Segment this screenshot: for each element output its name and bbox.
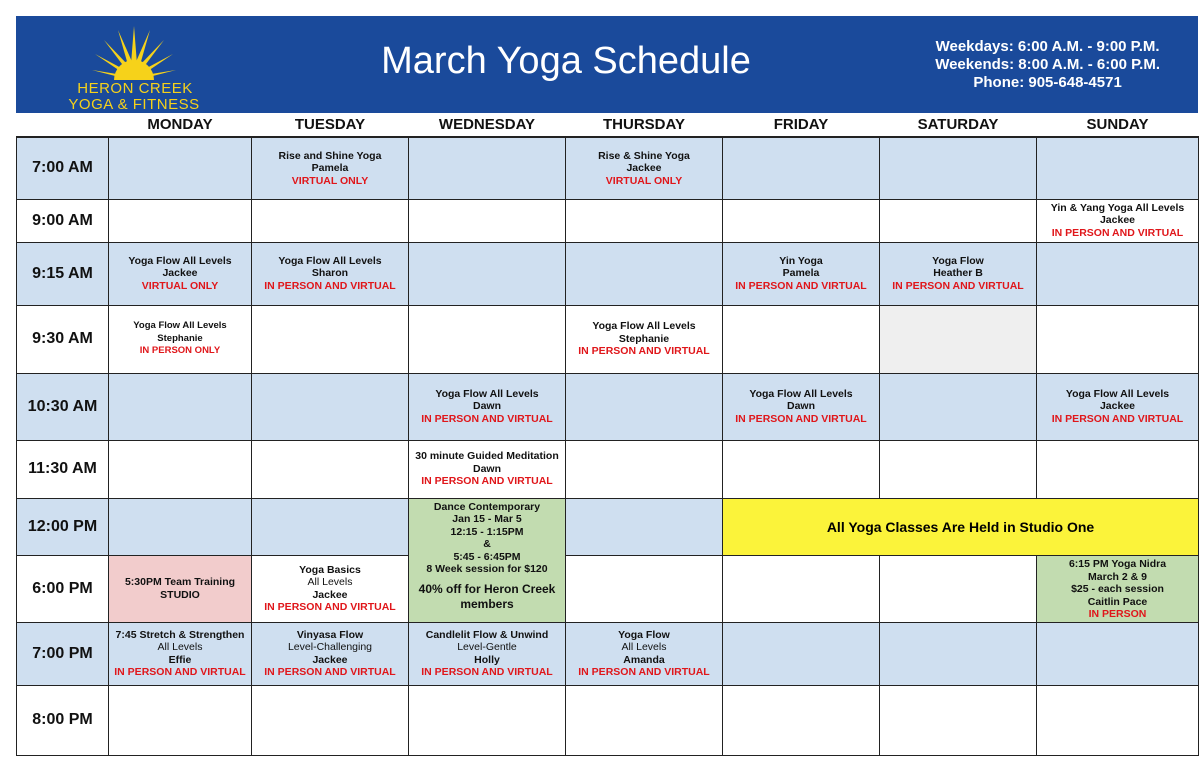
class-name: 7:45 Stretch & Strengthen [115,628,245,641]
class-status: IN PERSON AND VIRTUAL [578,345,710,358]
empty-cell [252,199,409,242]
logo [64,24,204,113]
class-cell [1037,373,1199,440]
empty-cell [880,137,1037,199]
day-header-thursday: THURSDAY [566,113,723,137]
class-name: Yoga Flow All Levels [278,254,382,267]
table-row [17,305,1199,373]
schedule-table [16,113,1199,756]
class-cell [252,137,409,199]
class-name: 6:15 PM Yoga Nidra [1068,558,1167,571]
class-name: Vinyasa Flow [296,628,364,641]
table-row [17,622,1199,685]
class-dates: March 2 & 9 [1088,570,1147,583]
empty-cell [409,137,566,199]
class-name: Yoga Flow All Levels [1065,387,1170,400]
class-name: Yoga Flow [932,254,984,267]
empty-cell [1037,242,1199,305]
empty-cell [252,685,409,755]
table-row [17,137,1199,199]
class-instructor: Pamela [782,267,820,280]
empty-cell [1037,137,1199,199]
class-status: IN PERSON [1088,608,1147,621]
class-name: Yin & Yang Yoga All Levels [1050,201,1185,214]
class-status: IN PERSON AND VIRTUAL [421,666,553,678]
class-cell [723,242,880,305]
class-price: 8 Week session for $120 [426,563,548,575]
class-instructor: Dawn [786,400,815,413]
header-banner [16,16,1198,113]
class-dates: Jan 15 - Mar 5 [452,513,522,525]
empty-cell [723,685,880,755]
empty-cell [723,305,880,373]
hours-info [935,38,1160,92]
class-status: IN PERSON AND VIRTUAL [735,412,867,425]
empty-cell [409,242,566,305]
class-name: Rise & Shine Yoga [598,149,690,162]
empty-cell [109,137,252,199]
class-name: 5:30PM Team Training [124,576,236,588]
class-status: IN PERSON AND VIRTUAL [114,666,246,678]
logo-text-heron-creek: HERON CREEK [77,80,193,97]
class-cell [252,555,409,622]
table-row [17,373,1199,440]
empty-cell [880,622,1037,685]
empty-cell [880,685,1037,755]
class-cell [880,242,1037,305]
class-status: IN PERSON AND VIRTUAL [735,279,867,292]
class-status: VIRTUAL ONLY [605,174,683,187]
empty-cell [880,555,1037,622]
empty-cell [252,498,409,555]
time-label: 9:00 AM [17,199,109,242]
class-status: IN PERSON AND VIRTUAL [578,666,710,678]
empty-cell [723,199,880,242]
class-cell [1037,555,1199,622]
empty-cell [566,685,723,755]
hours-weekdays: Weekdays: 6:00 A.M. - 9:00 P.M. [935,38,1160,55]
class-cell [109,305,252,373]
empty-cell [252,373,409,440]
class-instructor: Jackee [312,653,348,666]
class-cell [409,373,566,440]
class-instructor: Stephanie [157,332,203,344]
class-status: IN PERSON AND VIRTUAL [1051,226,1184,239]
class-cell [723,373,880,440]
class-instructor: Jackee [162,267,198,280]
empty-cell [1037,685,1199,755]
class-instructor: Stephanie [618,332,670,345]
class-instructor: Jackee [1099,400,1136,413]
empty-cell [1037,305,1199,373]
empty-cell [109,440,252,498]
class-cell-dance [409,498,566,622]
class-cell [109,555,252,622]
day-header-friday: FRIDAY [723,113,880,137]
time-label: 9:30 AM [17,305,109,373]
table-row [17,199,1199,242]
class-name: Yoga Basics [299,563,361,576]
day-header-sunday: SUNDAY [1037,113,1199,137]
empty-cell [723,555,880,622]
time-label: 9:15 AM [17,242,109,305]
day-header-tuesday: TUESDAY [252,113,409,137]
class-location: STUDIO [160,588,200,601]
class-name: Yoga Flow All Levels [128,254,232,267]
class-level: All Levels [307,576,353,588]
class-name: Yoga Flow All Levels [749,387,853,400]
class-status: VIRTUAL ONLY [291,174,369,187]
class-instructor: Pamela [311,162,349,174]
empty-cell [723,622,880,685]
class-instructor: Holly [474,653,500,666]
time-label: 8:00 PM [17,685,109,755]
class-status: VIRTUAL ONLY [141,279,219,292]
empty-cell [409,199,566,242]
class-cell [566,622,723,685]
class-time-separator: & [483,538,491,550]
class-instructor: Dawn [472,462,501,475]
time-label: 10:30 AM [17,373,109,440]
empty-cell [252,440,409,498]
class-instructor: Caitlin Pace [1087,595,1148,608]
class-time: 12:15 - 1:15PM [450,525,524,538]
logo-text-yoga-fitness: YOGA & FITNESS [68,96,200,113]
time-label: 11:30 AM [17,440,109,498]
table-row [17,555,1199,622]
class-status: IN PERSON AND VIRTUAL [264,601,396,613]
class-cell [109,622,252,685]
empty-cell [566,242,723,305]
class-cell [409,622,566,685]
class-cell [252,622,409,685]
empty-cell [880,305,1037,373]
phone-number: Phone: 905-648-4571 [973,74,1122,91]
empty-cell [566,498,723,555]
class-level: Level-Gentle [457,641,517,653]
empty-cell [252,305,409,373]
empty-cell [723,440,880,498]
empty-cell [109,373,252,440]
table-row [17,242,1199,305]
hours-weekends: Weekends: 8:00 A.M. - 6:00 P.M. [935,56,1160,73]
class-instructor: Heather B [933,267,983,280]
class-level: All Levels [157,641,203,653]
class-instructor: Jackee [1099,214,1136,227]
class-name: Rise and Shine Yoga [278,149,382,162]
empty-cell [880,199,1037,242]
class-time: 5:45 - 6:45PM [453,550,521,563]
class-status: IN PERSON AND VIRTUAL [264,279,396,292]
empty-cell [566,373,723,440]
class-promo: 40% off for Heron Creek members [418,581,556,611]
day-header-saturday: SATURDAY [880,113,1037,137]
class-instructor: Sharon [311,267,349,280]
class-instructor: Amanda [623,653,665,666]
class-name: Yoga Flow All Levels [133,320,227,332]
empty-cell [109,498,252,555]
day-header-monday: MONDAY [109,113,252,137]
time-label: 12:00 PM [17,498,109,555]
class-cell [109,242,252,305]
class-cell [1037,199,1199,242]
class-level: Level-Challenging [287,641,373,653]
empty-cell [880,373,1037,440]
class-name: Yoga Flow [618,628,670,641]
empty-cell [409,685,566,755]
class-name: Yoga Flow All Levels [435,387,539,400]
class-status: IN PERSON AND VIRTUAL [421,412,553,425]
page-title: March Yoga Schedule [381,40,751,82]
empty-cell [109,199,252,242]
class-name: Dance Contemporary [433,500,541,513]
class-instructor: Dawn [472,400,501,413]
class-status: IN PERSON AND VIRTUAL [1051,412,1184,425]
class-price: $25 - each session [1071,583,1164,596]
empty-cell [409,305,566,373]
header-corner [17,113,109,137]
day-header-wednesday: WEDNESDAY [409,113,566,137]
time-label: 6:00 PM [17,555,109,622]
class-cell [566,137,723,199]
sunburst-icon [92,24,176,82]
class-status: IN PERSON AND VIRTUAL [264,666,396,678]
empty-cell [1037,622,1199,685]
class-cell [409,440,566,498]
empty-cell [566,555,723,622]
class-instructor: Jackee [626,162,662,174]
empty-cell [566,199,723,242]
time-label: 7:00 PM [17,622,109,685]
empty-cell [723,137,880,199]
table-row [17,685,1199,755]
class-name: 30 minute Guided Meditation [415,450,559,463]
class-status: IN PERSON AND VIRTUAL [421,475,553,488]
empty-cell [566,440,723,498]
time-label: 7:00 AM [17,137,109,199]
studio-notice: All Yoga Classes Are Held in Studio One [723,498,1199,555]
class-instructor: Jackee [312,588,348,601]
table-row [17,498,1199,555]
table-row [17,440,1199,498]
class-name: Yoga Flow All Levels [592,320,696,333]
class-status: IN PERSON ONLY [139,345,221,357]
class-name: Yin Yoga [779,254,823,267]
class-cell [252,242,409,305]
class-cell [566,305,723,373]
empty-cell [1037,440,1199,498]
class-name: Candlelit Flow & Unwind [425,628,549,641]
empty-cell [880,440,1037,498]
class-instructor: Effie [168,653,192,666]
empty-cell [109,685,252,755]
class-status: IN PERSON AND VIRTUAL [892,279,1024,292]
class-level: All Levels [621,641,667,653]
